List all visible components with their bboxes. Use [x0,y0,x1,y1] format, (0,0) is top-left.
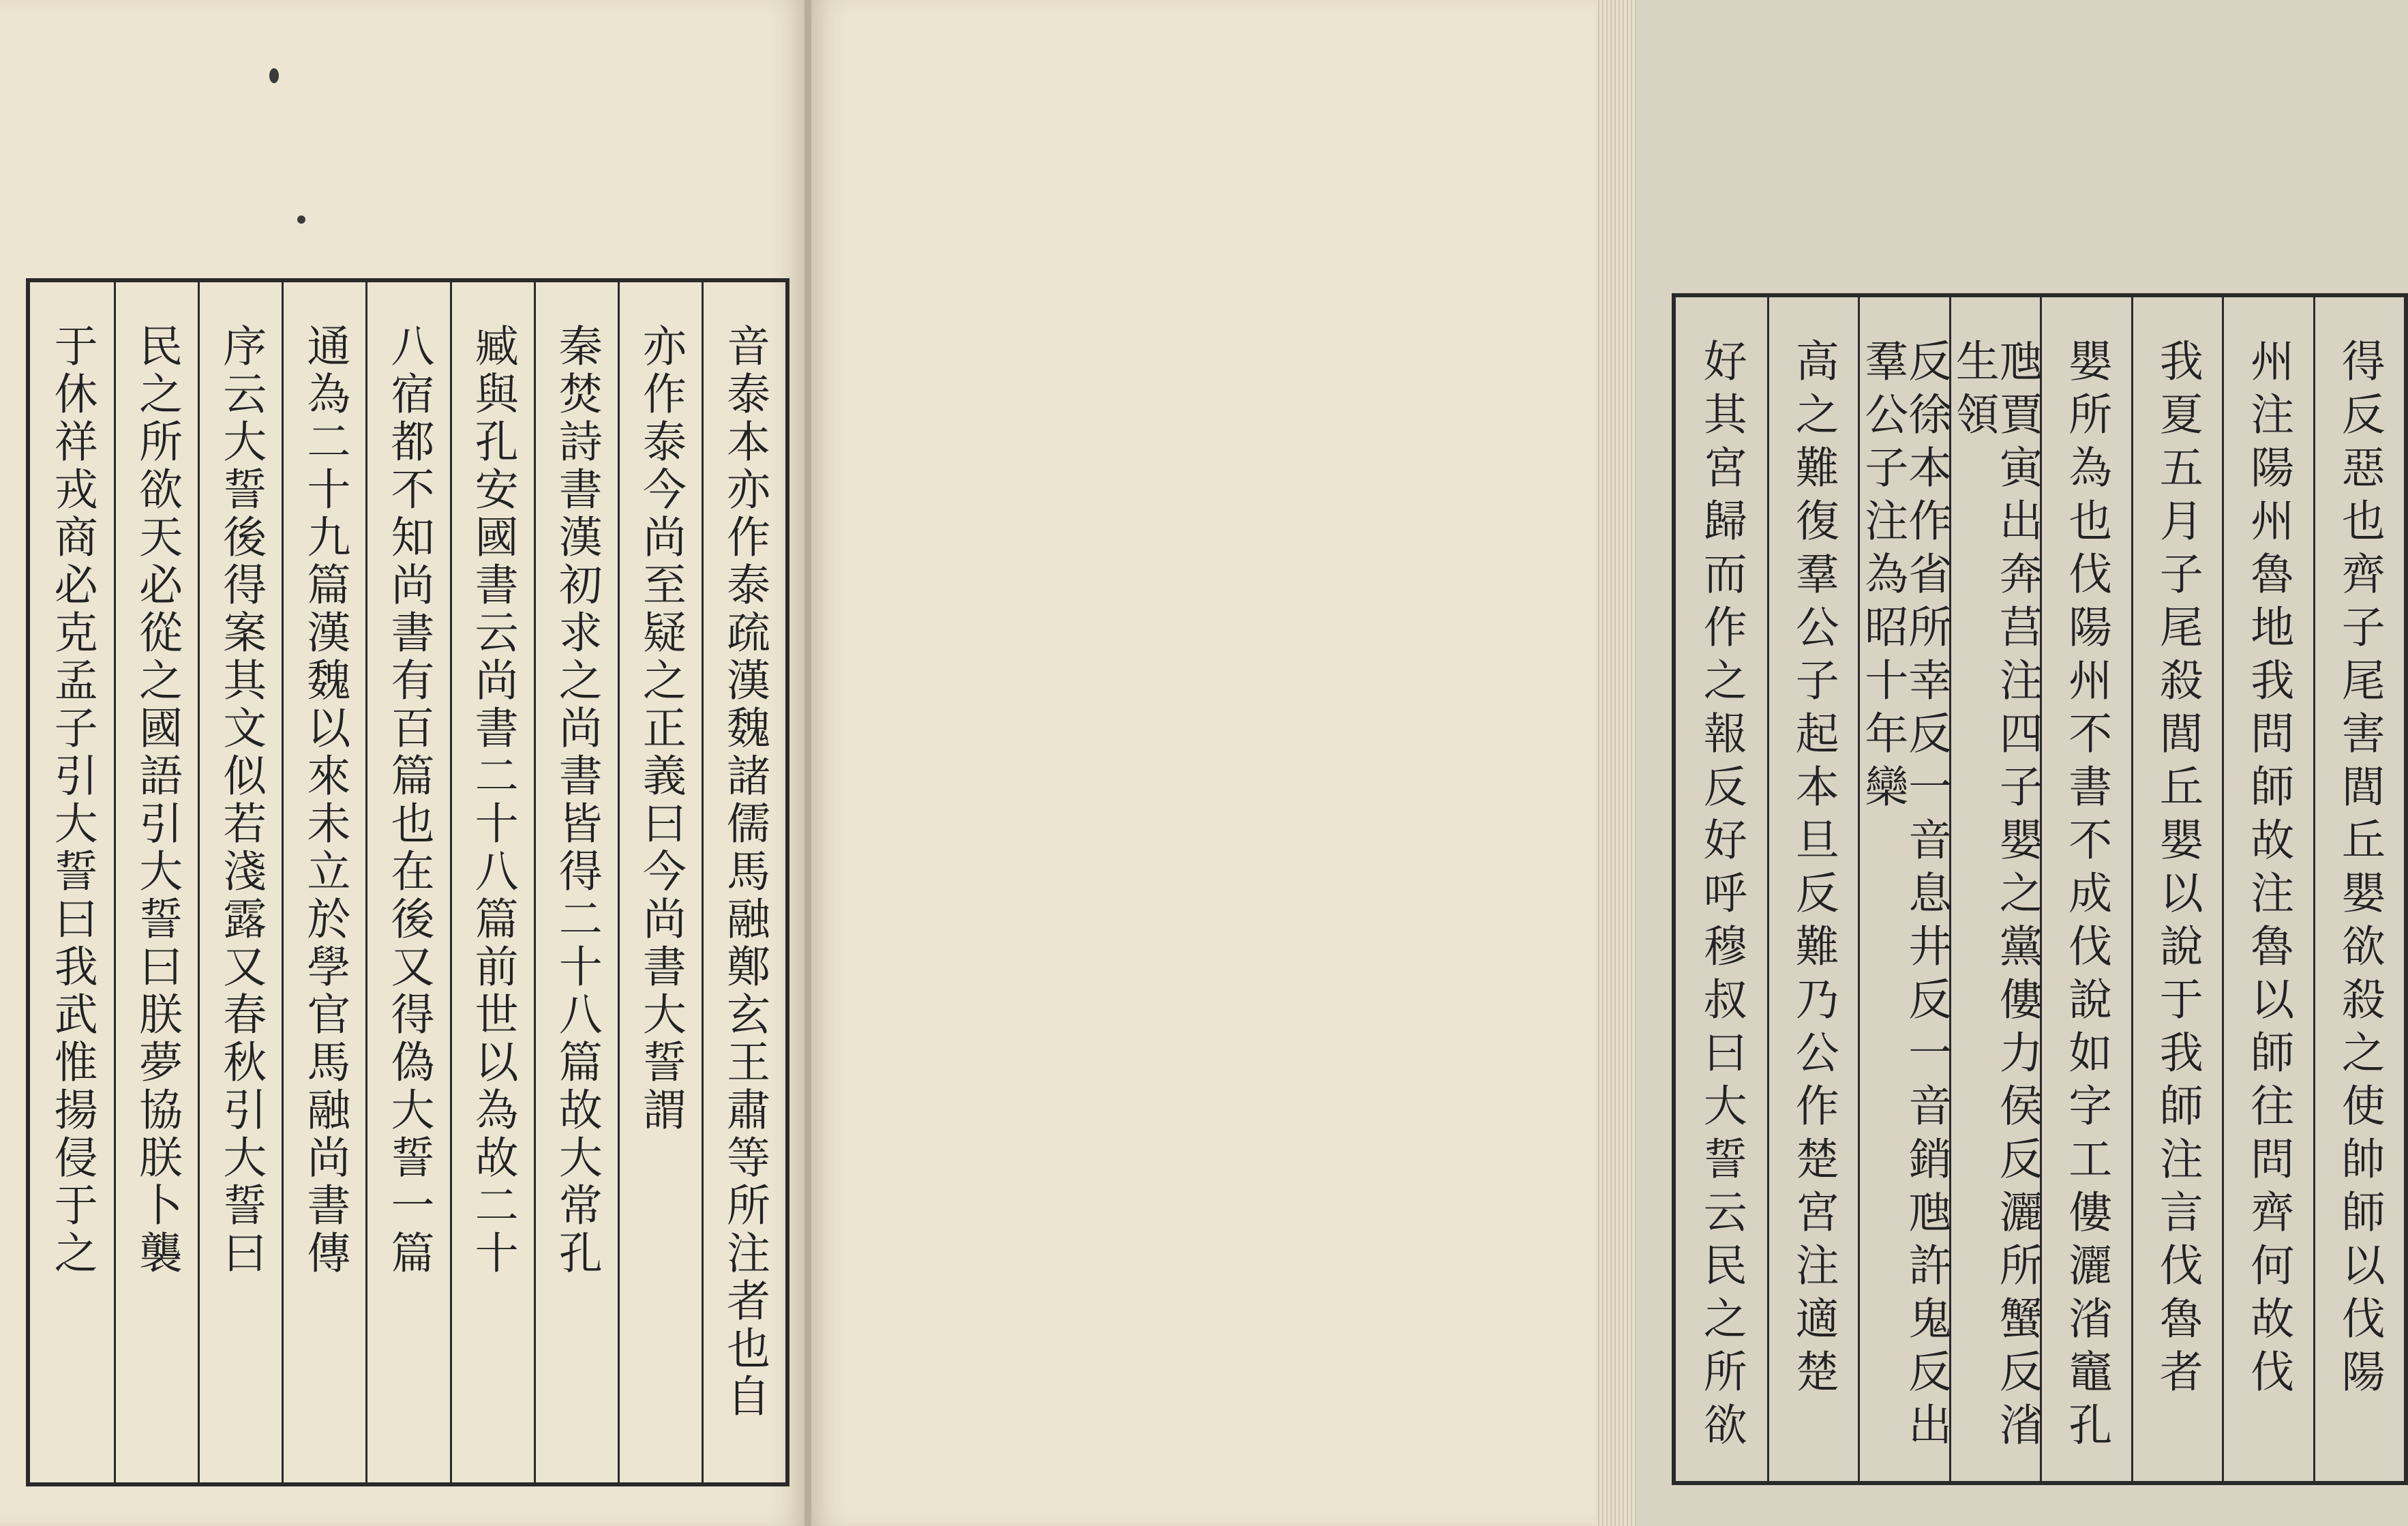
right-column-text: 得反惡也齊子尾害閭丘嬰欲殺之使帥師以伐陽 [2334,338,2385,1402]
left-column-text: 臧與孔安國書云尚書二十八篇前世以為故二十 [467,323,518,1278]
ink-spot [297,215,305,224]
right-column [1676,297,1767,1481]
left-column-text: 秦焚詩書漢初求之尚書皆得二十八篇故大常孔 [551,323,602,1278]
right-column [2222,297,2313,1481]
left-column-text: 音泰本亦作泰疏漢魏諸儒馬融鄭玄王肅等所注者也自 [719,323,770,1421]
right-column-text: 高之難復羣公子起本旦反難乃公作楚宮注適楚 [1788,338,1839,1402]
left-page [0,0,804,1526]
right-column-text: 虺賈寅出奔莒注四子嬰之黨僂力侯反灑所蟹反渻生領 [1948,338,2043,1455]
right-column [2313,297,2405,1481]
right-column-text: 州注陽州魯地我問師故注魯以師往問齊何故伐 [2243,338,2294,1402]
left-column [198,282,282,1482]
left-column [30,282,114,1482]
right-column-text: 我夏五月子尾殺閭丘嬰以說于我師注言伐魯者 [2152,338,2203,1402]
right-column [1767,297,1858,1481]
right-columns [1676,297,2404,1481]
right-column-text: 反徐本作省所幸反一音息井反一音銷虺許鬼反出羣公子注為昭十年欒 [1857,338,1952,1455]
right-column [1857,297,1952,1481]
left-column-text: 八宿都不知尚書有百篇也在後又得偽大誓一篇 [383,323,434,1278]
left-text-frame [26,278,789,1486]
right-column-text: 好其宮歸而作之報反好呼穆叔曰大誓云民之所欲 [1696,338,1747,1455]
left-column-text: 民之所欲天必從之國語引大誓曰朕夢協朕卜襲 [132,323,183,1278]
left-column [618,282,702,1482]
right-column [2131,297,2223,1481]
left-column [365,282,449,1482]
left-column-text: 于休祥戎商必克孟子引大誓曰我武惟揚侵于之 [46,323,97,1278]
right-text-frame [1672,293,2408,1485]
left-column [282,282,365,1482]
right-column [1949,297,2041,1481]
page-edges [1595,0,1636,1526]
left-columns [30,282,785,1482]
gutter [804,0,811,1526]
left-column [114,282,198,1482]
left-column-text: 亦作泰今尚至疑之正義曰今尚書大誓謂 [635,323,686,1135]
left-column [702,282,785,1482]
left-column [534,282,618,1482]
left-column-text: 通為二十九篇漢魏以來未立於學官馬融尚書傳 [299,323,350,1278]
ink-spot [269,68,279,83]
left-column-text: 序云大誓後得案其文似若淺露又春秋引大誓曰 [215,323,267,1278]
right-column [2040,297,2131,1481]
left-column [450,282,534,1482]
right-column-text: 嬰所為也伐陽州不書不成伐說如字工僂灑渻竈孔 [2061,338,2112,1455]
right-page [811,0,2385,1526]
